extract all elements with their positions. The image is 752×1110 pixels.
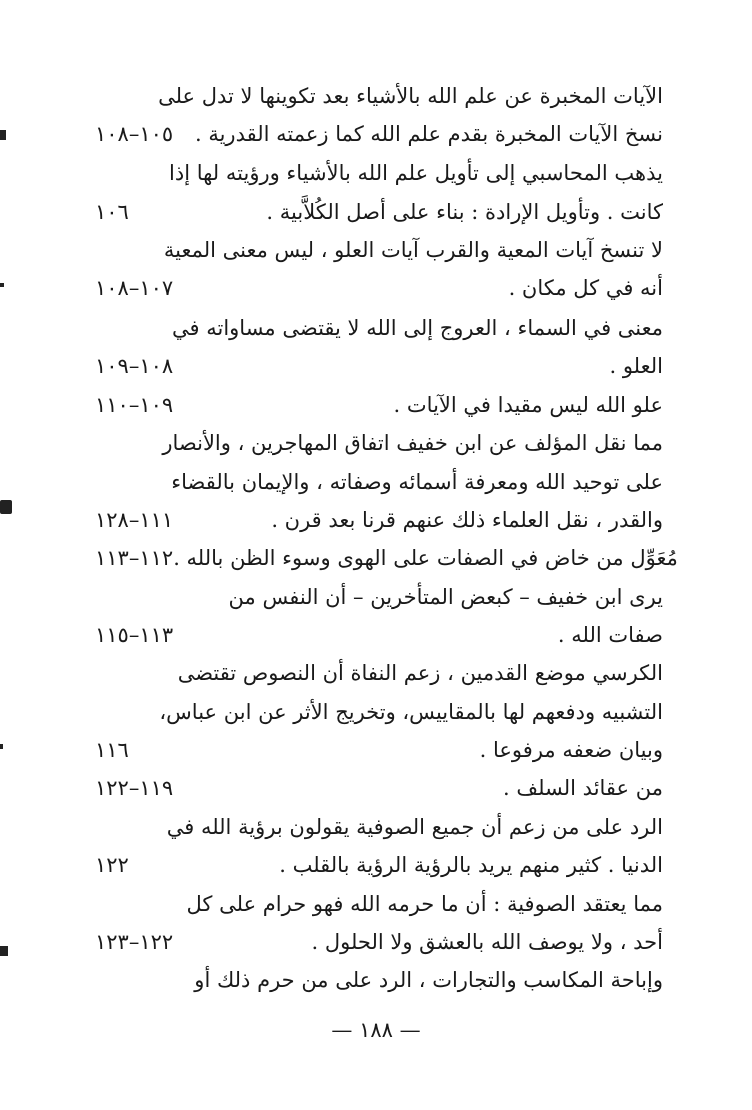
entry-text: كانت . وتأويل الإرادة : بناء على أصل الكُلاَّبية . [266, 200, 663, 224]
index-line [95, 885, 663, 923]
page-reference: ١٢٢ [95, 853, 129, 877]
index-line [95, 193, 663, 231]
entry-text: يرى ابن خفيف – كبعض المتأخرين – أن النفس من [228, 585, 663, 609]
index-line [95, 578, 663, 616]
page-reference: ١٠٥–١٠٨ [95, 122, 174, 146]
scan-edge-mark [0, 500, 12, 514]
page-reference: ١١٣–١١٥ [95, 623, 174, 647]
entry-text: يذهب المحاسبي إلى تأويل علم الله بالأشياء ورؤيته لها إذا [169, 161, 663, 185]
entry-text: مما نقل المؤلف عن ابن خفيف اتفاق المهاجرين ، والأنصار [162, 431, 663, 455]
scan-edge-mark [0, 130, 6, 140]
page-reference: ١١٢–١١٣ [95, 546, 174, 570]
entry-text: التشبيه ودفعهم لها بالمقاييس، وتخريج الأثر عن ابن عباس، [159, 700, 663, 724]
index-line [95, 154, 663, 192]
page-reference: ١٢٢–١٢٣ [95, 930, 174, 954]
page-number: — ١٨٨ — [331, 1018, 421, 1042]
entry-text: مما يعتقد الصوفية : أن ما حرمه الله فهو حرام على كل [186, 892, 663, 916]
index-line [95, 269, 663, 307]
entry-text: على توحيد الله ومعرفة أسمائه وصفاته ، والإيمان بالقضاء [171, 470, 663, 494]
index-line [95, 808, 663, 846]
index-line [95, 731, 663, 769]
index-line [95, 693, 663, 731]
index-line [95, 231, 663, 269]
page-reference: ١٠٨–١٠٩ [95, 354, 174, 378]
entry-text: لا تنسخ آيات المعية والقرب آيات العلو ، ليس معنى المعية [163, 238, 663, 262]
index-line [95, 769, 663, 807]
entry-text: مُعَوِّل من خاض في الصفات على الهوى وسوء الظن بالله . [173, 546, 678, 570]
entry-text: أحد ، ولا يوصف الله بالعشق ولا الحلول . [311, 930, 663, 954]
entry-text: أنه في كل مكان . [508, 276, 663, 300]
entry-text: وإباحة المكاسب والتجارات ، الرد على من حرم ذلك أو [194, 968, 663, 992]
entry-text: نسخ الآيات المخبرة بقدم علم الله كما زعمته القدرية . [194, 122, 663, 146]
index-line [95, 961, 663, 999]
entry-text: معنى في السماء ، العروج إلى الله لا يقتضى مساواته في [172, 316, 663, 340]
page-reference: ١٠٦ [95, 200, 129, 224]
entry-text: الدنيا . كثير منهم يريد بالرؤية الرؤية بالقلب . [279, 853, 663, 877]
scan-edge-mark [0, 946, 8, 956]
page-reference: ١٠٩–١١٠ [95, 393, 174, 417]
scan-edge-mark [0, 283, 4, 287]
page-reference: ١٠٧–١٠٨ [95, 276, 174, 300]
entry-text: الكرسي موضع القدمين ، زعم النفاة أن النصوص تقتضى [177, 661, 663, 685]
index-line [95, 309, 663, 347]
entry-text: وبيان ضعفه مرفوعا . [479, 738, 663, 762]
index-line [95, 616, 663, 654]
index-line [95, 923, 663, 961]
index-line [95, 424, 663, 462]
index-line [95, 347, 663, 385]
entry-text: العلو . [609, 354, 663, 378]
index-line [95, 77, 663, 115]
index-line [95, 115, 663, 153]
index-line [95, 501, 663, 539]
index-line [95, 654, 663, 692]
scan-edge-mark [0, 744, 3, 749]
entry-text: والقدر ، نقل العلماء ذلك عنهم قرنا بعد قرن . [271, 508, 663, 532]
entry-text: الآيات المخبرة عن علم الله بالأشياء بعد تكوينها لا تدل على [158, 84, 663, 108]
index-line [95, 539, 678, 577]
entry-text: من عقائد السلف . [502, 776, 663, 800]
page-reference: ١١٦ [95, 738, 129, 762]
index-line [95, 463, 663, 501]
index-line [95, 846, 663, 884]
page-reference: ١١١–١٢٨ [95, 508, 174, 532]
page-reference: ١١٩–١٢٢ [95, 776, 174, 800]
entry-text: علو الله ليس مقيدا في الآيات . [393, 393, 663, 417]
entry-text: الرد على من زعم أن جميع الصوفية يقولون برؤية الله في [166, 815, 663, 839]
entry-text: صفات الله . [557, 623, 663, 647]
index-line [95, 386, 663, 424]
